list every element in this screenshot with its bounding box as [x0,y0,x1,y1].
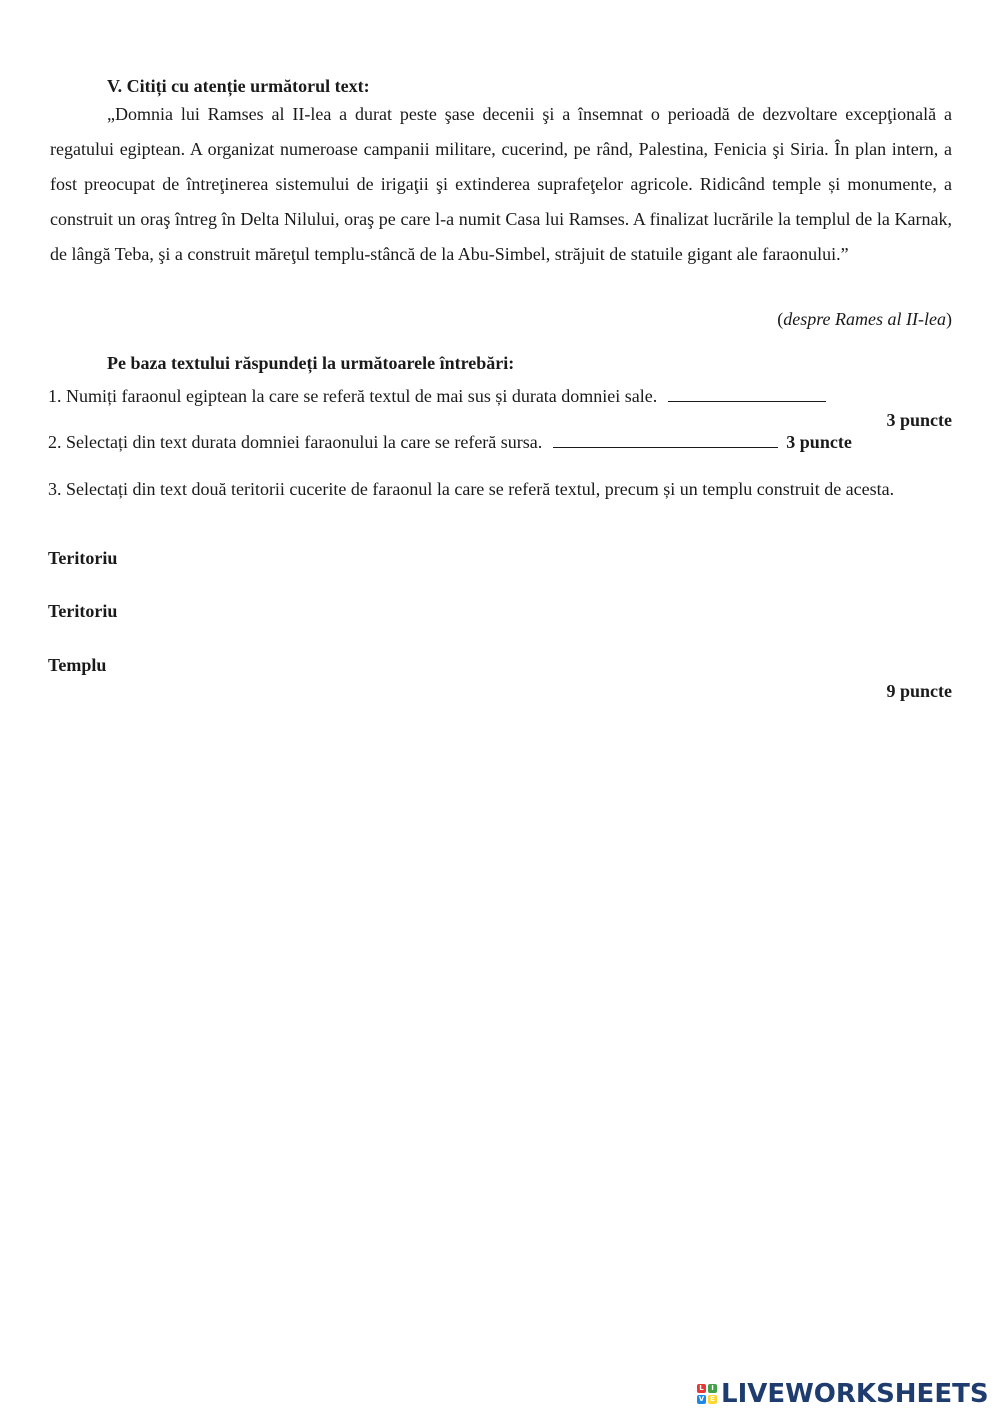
liveworksheets-logo-mark-icon [697,1384,717,1404]
source-citation: (despre Rames al II-lea) [777,309,952,329]
question-1-text: 1. Numiți faraonul egiptean la care se referă textul de mai sus și durata domniei sale. [48,386,658,406]
question-3-points: 9 puncte [886,681,952,701]
source-citation-title: despre Rames al II-lea [783,309,946,329]
question-3-text: 3. Selectați din text două teritorii cucerite de faraonul la care se referă textul, precum și un templu construit de acesta. [48,479,895,499]
section-heading: V. Citiți cu atenție următorul text: [107,76,370,96]
liveworksheets-logo-text: LIVEWORKSHEETS [721,1379,989,1409]
question-2 [48,431,852,453]
question-1-answer-blank[interactable] [668,385,826,402]
question-2-points: 3 puncte [786,432,852,452]
territory-2-label: Teritoriu [48,601,118,621]
liveworksheets-logo [697,1377,989,1411]
logo-mark-letter: V [698,1395,705,1403]
logo-mark-letter: I [708,1384,717,1393]
question-1-points: 3 puncte [886,410,952,430]
question-1 [48,385,826,407]
territory-1-label: Teritoriu [48,548,118,568]
logo-mark-letter: L [697,1384,706,1393]
logo-mark-letter: E [708,1395,717,1404]
question-2-text: 2. Selectați din text durata domniei faraonului la care se referă sursa. [48,432,543,452]
temple-label: Templu [48,655,107,675]
questions-prompt: Pe baza textului răspundeți la următoarele întrebări: [107,353,515,373]
source-text-paragraph: „Domnia lui Ramses al II-lea a durat peste şase decenii şi a însemnat o perioadă de dezvoltare excepţională a regatului egiptean. A organizat numeroase campanii militare, cucerind, pe rând, Palestina, Fenicia şi Siria. În plan intern, a fost preocupat de întreţinerea sistemului de irigaţii şi extinderea suprafeţelor agricole. Ridicând temple și monumente, a construit un oraş întreg în Delta Nilului, oraş pe care l-a numit Casa lui Ramses. A finalizat lucrările la templul de la Karnak, de lângă Teba, şi a construit măreţul templu-stâncă de la Abu-Simbel, străjuit de statuile gigant ale faraonului.” [50,104,952,264]
question-2-answer-blank[interactable] [553,431,778,448]
